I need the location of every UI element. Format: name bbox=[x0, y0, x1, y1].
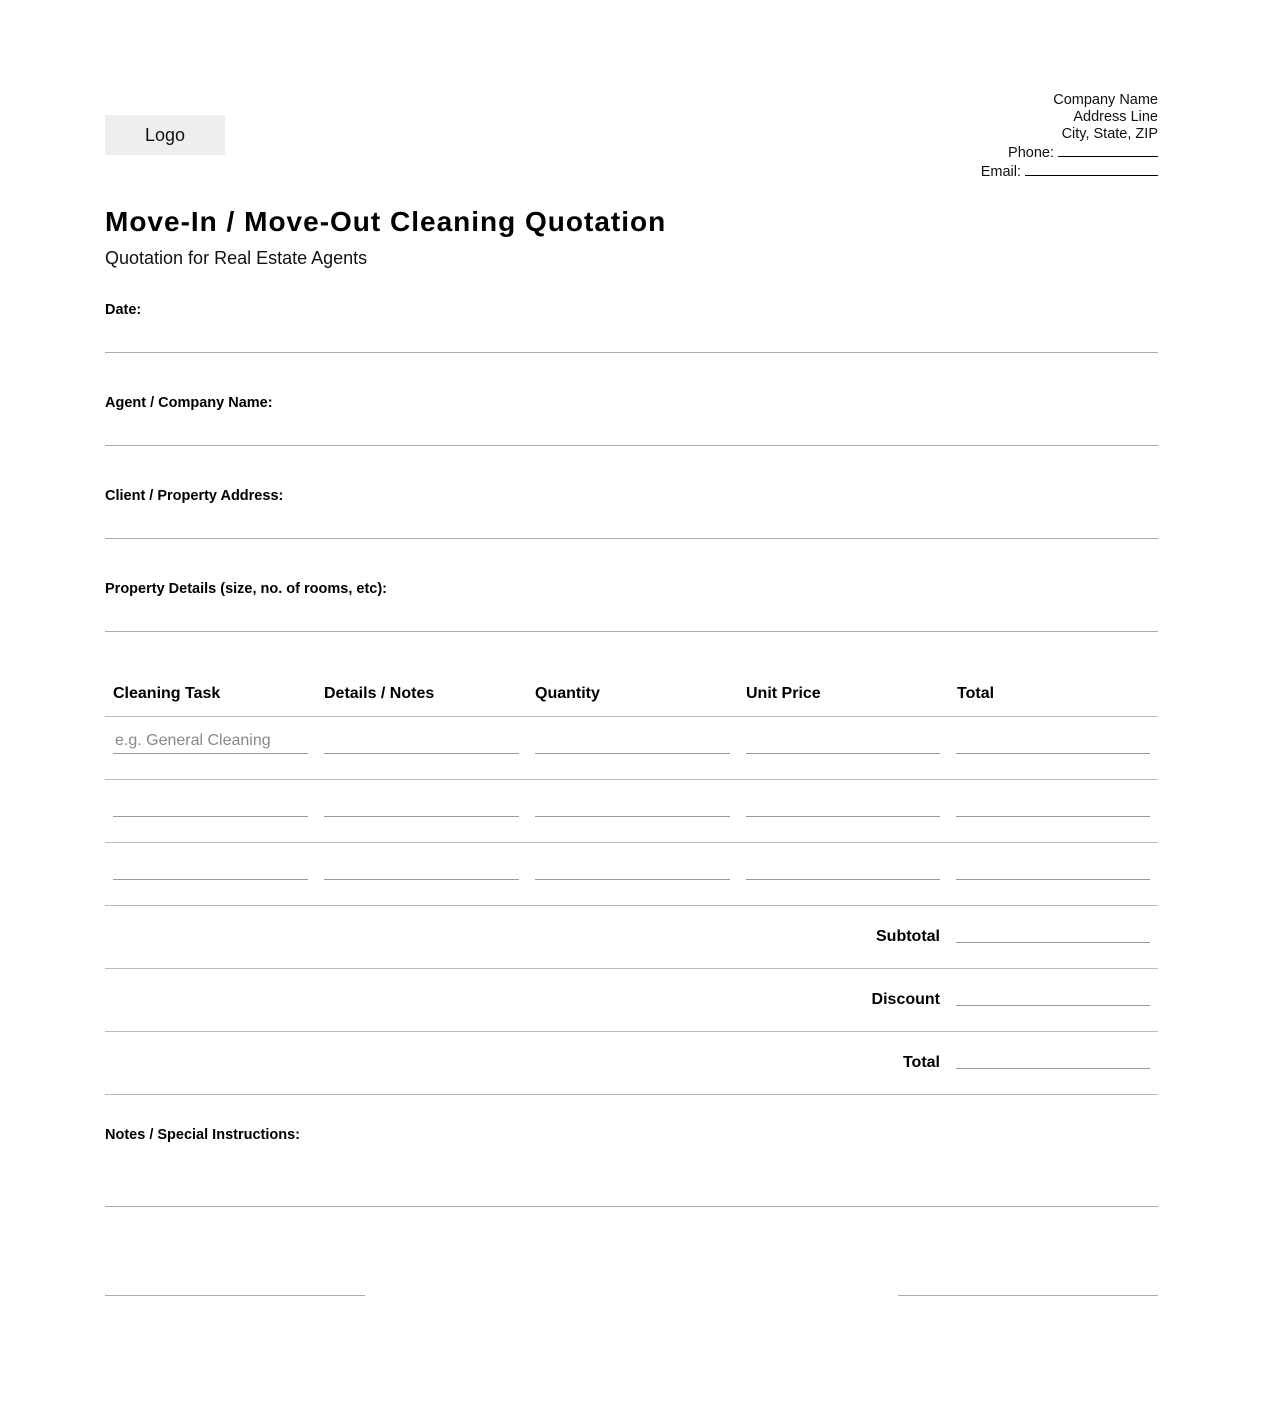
cleaning-tasks-table bbox=[105, 670, 1158, 1095]
table-row bbox=[105, 843, 1158, 906]
signature-line-left[interactable] bbox=[105, 1294, 365, 1296]
email-label: Email: bbox=[980, 164, 1021, 180]
logo-label: Logo bbox=[144, 124, 186, 145]
company-name: Company Name bbox=[1053, 92, 1158, 108]
document-title: Move-In / Move-Out Cleaning Quotation bbox=[105, 206, 667, 237]
line-total-input[interactable] bbox=[956, 855, 1150, 880]
unit-price-input[interactable] bbox=[746, 729, 940, 754]
details-input[interactable] bbox=[324, 855, 519, 880]
agent-company-name-field[interactable] bbox=[105, 395, 1158, 446]
column-header-quantity: Quantity bbox=[535, 685, 600, 702]
column-header-details-notes: Details / Notes bbox=[324, 685, 435, 702]
date-label: Date: bbox=[105, 302, 142, 318]
subtotal-row bbox=[105, 906, 1158, 969]
table-row bbox=[105, 780, 1158, 843]
task-input[interactable] bbox=[113, 792, 308, 817]
date-field[interactable] bbox=[105, 302, 1158, 353]
company-city-state-zip: City, State, ZIP bbox=[1061, 126, 1158, 142]
unit-price-input[interactable] bbox=[746, 792, 940, 817]
quantity-input[interactable] bbox=[535, 729, 730, 754]
details-input[interactable] bbox=[324, 729, 519, 754]
client-property-address-label: Client / Property Address: bbox=[105, 488, 284, 504]
phone-label: Phone: bbox=[1008, 145, 1054, 161]
column-header-total: Total bbox=[957, 685, 995, 702]
subtotal-label: Subtotal bbox=[876, 928, 940, 945]
grand-total-row bbox=[105, 1032, 1158, 1095]
company-info bbox=[981, 92, 1158, 181]
phone-blank[interactable] bbox=[1058, 143, 1158, 157]
task-input[interactable] bbox=[113, 855, 308, 880]
discount-label: Discount bbox=[871, 991, 940, 1008]
grand-total-input[interactable] bbox=[956, 1044, 1150, 1069]
company-phone-row bbox=[981, 143, 1158, 162]
client-property-address-field[interactable] bbox=[105, 488, 1158, 539]
logo-placeholder bbox=[105, 115, 225, 155]
task-input[interactable] bbox=[113, 729, 308, 754]
line-total-input[interactable] bbox=[956, 792, 1150, 817]
line-total-input[interactable] bbox=[956, 729, 1150, 754]
discount-input[interactable] bbox=[956, 981, 1150, 1006]
unit-price-input[interactable] bbox=[746, 855, 940, 880]
notes-label: Notes / Special Instructions: bbox=[105, 1127, 300, 1143]
signature-line-right[interactable] bbox=[898, 1294, 1158, 1296]
column-header-cleaning-task: Cleaning Task bbox=[113, 685, 221, 702]
agent-company-name-label: Agent / Company Name: bbox=[105, 395, 273, 411]
company-address: Address Line bbox=[1073, 109, 1158, 125]
table-header bbox=[105, 670, 1158, 717]
quantity-input[interactable] bbox=[535, 792, 730, 817]
notes-field[interactable] bbox=[105, 1126, 1158, 1207]
column-header-unit-price: Unit Price bbox=[746, 685, 821, 702]
property-details-field[interactable] bbox=[105, 581, 1158, 632]
discount-row bbox=[105, 969, 1158, 1032]
quantity-input[interactable] bbox=[535, 855, 730, 880]
table-row bbox=[105, 717, 1158, 780]
details-input[interactable] bbox=[324, 792, 519, 817]
property-details-label: Property Details (size, no. of rooms, etc): bbox=[105, 581, 387, 597]
email-blank[interactable] bbox=[1025, 162, 1158, 176]
document-subtitle: Quotation for Real Estate Agents bbox=[105, 248, 368, 268]
company-email-row bbox=[981, 162, 1158, 181]
subtotal-input[interactable] bbox=[956, 918, 1150, 943]
grand-total-label: Total bbox=[902, 1054, 940, 1071]
